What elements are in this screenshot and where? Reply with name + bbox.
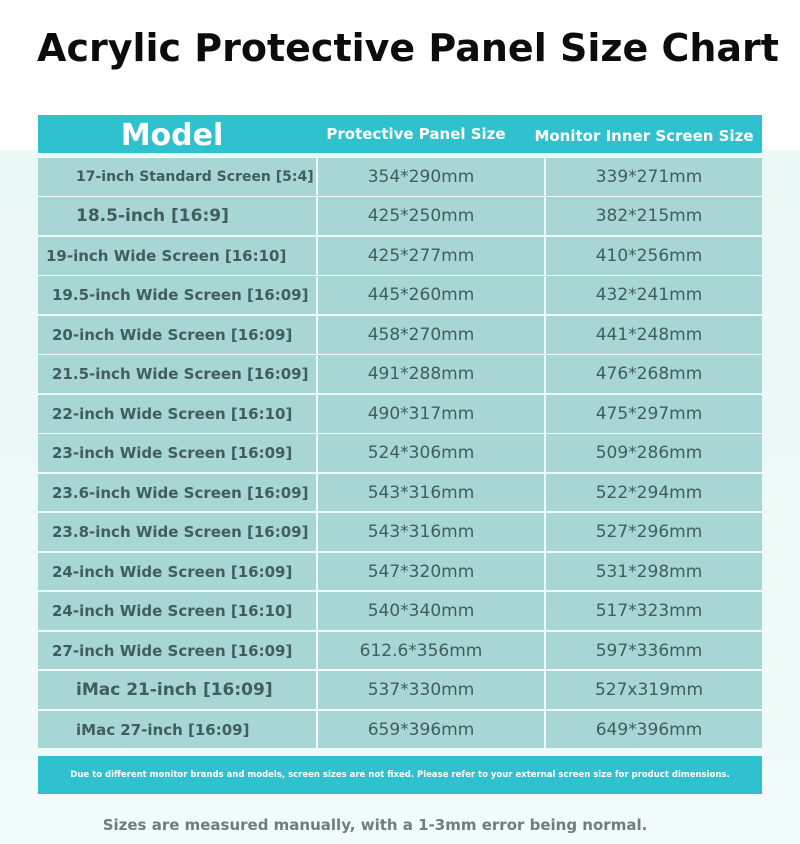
cell-panel-size: 491*288mm	[318, 355, 544, 393]
cell-model: 21.5-inch Wide Screen [16:09]	[38, 355, 316, 393]
cell-panel-size: 543*316mm	[318, 474, 544, 512]
footer-note: Sizes are measured manually, with a 1-3mm error being normal.	[102, 816, 648, 834]
cell-panel-size: 547*320mm	[318, 553, 544, 591]
page-title: Acrylic Protective Panel Size Chart	[37, 26, 779, 70]
cell-screen-size: 509*286mm	[546, 434, 762, 472]
table-row	[38, 395, 762, 433]
cell-panel-size: 425*250mm	[318, 197, 544, 235]
table-row	[38, 632, 762, 670]
cell-screen-size: 441*248mm	[546, 316, 762, 354]
cell-model: 24-inch Wide Screen [16:10]	[38, 592, 316, 630]
table-row	[38, 197, 762, 235]
cell-panel-size: 458*270mm	[318, 316, 544, 354]
cell-screen-size: 382*215mm	[546, 197, 762, 235]
cell-model: iMac 27-inch [16:09]	[38, 711, 316, 749]
table-row	[38, 158, 762, 196]
header-screen-size: Monitor Inner Screen Size	[534, 127, 754, 145]
cell-panel-size: 490*317mm	[318, 395, 544, 433]
cell-panel-size: 659*396mm	[318, 711, 544, 749]
cell-model: 23.6-inch Wide Screen [16:09]	[38, 474, 316, 512]
table-row	[38, 276, 762, 314]
cell-model: 27-inch Wide Screen [16:09]	[38, 632, 316, 670]
cell-panel-size: 612.6*356mm	[318, 632, 544, 670]
cell-screen-size: 527*296mm	[546, 513, 762, 551]
table-row	[38, 355, 762, 393]
cell-screen-size: 597*336mm	[546, 632, 762, 670]
cell-screen-size: 531*298mm	[546, 553, 762, 591]
cell-panel-size: 445*260mm	[318, 276, 544, 314]
note-bar: Due to different monitor brands and models, screen sizes are not fixed. Please refer to your external screen size for product dimensions.	[38, 756, 762, 794]
cell-panel-size: 524*306mm	[318, 434, 544, 472]
table-row	[38, 513, 762, 551]
cell-screen-size: 476*268mm	[546, 355, 762, 393]
table-body	[38, 158, 762, 750]
header-model: Model	[120, 117, 224, 153]
cell-screen-size: 410*256mm	[546, 237, 762, 275]
cell-screen-size: 527x319mm	[546, 671, 762, 709]
cell-panel-size: 540*340mm	[318, 592, 544, 630]
cell-model: 22-inch Wide Screen [16:10]	[38, 395, 316, 433]
table-row	[38, 434, 762, 472]
table-row	[38, 553, 762, 591]
cell-model: 23-inch Wide Screen [16:09]	[38, 434, 316, 472]
header-panel-size: Protective Panel Size	[326, 125, 506, 143]
cell-model: iMac 21-inch [16:09]	[38, 671, 316, 709]
cell-screen-size: 339*271mm	[546, 158, 762, 196]
cell-model: 24-inch Wide Screen [16:09]	[38, 553, 316, 591]
cell-screen-size: 517*323mm	[546, 592, 762, 630]
cell-panel-size: 425*277mm	[318, 237, 544, 275]
cell-screen-size: 475*297mm	[546, 395, 762, 433]
size-table	[38, 115, 762, 750]
cell-model: 23.8-inch Wide Screen [16:09]	[38, 513, 316, 551]
table-row	[38, 592, 762, 630]
cell-model: 19-inch Wide Screen [16:10]	[38, 237, 316, 275]
cell-model: 20-inch Wide Screen [16:09]	[38, 316, 316, 354]
cell-model: 19.5-inch Wide Screen [16:09]	[38, 276, 316, 314]
table-header	[38, 115, 762, 153]
cell-panel-size: 537*330mm	[318, 671, 544, 709]
table-row	[38, 711, 762, 749]
table-row	[38, 474, 762, 512]
cell-panel-size: 543*316mm	[318, 513, 544, 551]
cell-model: 17-inch Standard Screen [5:4]	[38, 158, 316, 196]
table-row	[38, 237, 762, 275]
cell-screen-size: 649*396mm	[546, 711, 762, 749]
table-row	[38, 671, 762, 709]
cell-panel-size: 354*290mm	[318, 158, 544, 196]
table-row	[38, 316, 762, 354]
cell-model: 18.5-inch [16:9]	[38, 197, 316, 235]
cell-screen-size: 522*294mm	[546, 474, 762, 512]
cell-screen-size: 432*241mm	[546, 276, 762, 314]
